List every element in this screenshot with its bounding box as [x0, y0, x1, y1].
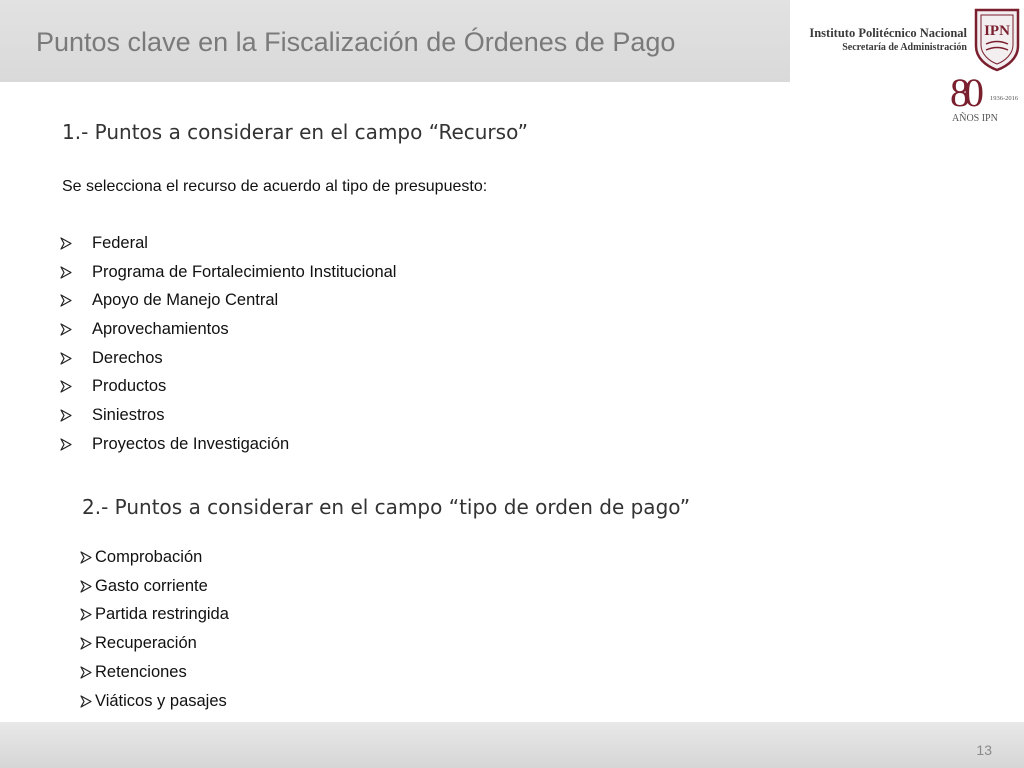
- list-item-label: Proyectos de Investigación: [92, 434, 290, 453]
- ipn-logo-text: IPN: [984, 23, 1010, 39]
- list-item-label: Partida restringida: [95, 605, 229, 624]
- list-item: [60, 286, 396, 315]
- list-item: [60, 344, 396, 373]
- arrow-bullet-icon: [60, 294, 92, 307]
- arrow-bullet-icon: [60, 438, 92, 451]
- list-item-label: Derechos: [92, 348, 163, 367]
- arrow-bullet-icon: [60, 266, 92, 279]
- arrow-bullet-icon: [60, 352, 92, 365]
- list-item: [80, 658, 229, 687]
- anniversary-caption: AÑOS IPN: [952, 113, 998, 124]
- slide-title: Puntos clave en la Fiscalización de Órdenes de Pago: [36, 27, 676, 57]
- list-item: [80, 629, 229, 658]
- payment-order-type-list: [80, 543, 229, 716]
- list-item-label: Gasto corriente: [95, 576, 208, 595]
- list-item-label: Viáticos y pasajes: [95, 691, 227, 710]
- institution-block: [805, 26, 967, 54]
- list-item-label: Federal: [92, 233, 148, 252]
- list-item: [80, 687, 229, 716]
- resource-list: [60, 229, 396, 459]
- list-item-label: Retenciones: [95, 663, 187, 682]
- list-item: [60, 430, 396, 459]
- list-item: [80, 572, 229, 601]
- list-item: [60, 401, 396, 430]
- section2-heading: 2.- Puntos a considerar en el campo “tipo de orden de pago”: [82, 495, 691, 519]
- list-item-label: Productos: [92, 377, 167, 396]
- list-item-label: Aprovechamientos: [92, 319, 229, 338]
- list-item-label: Siniestros: [92, 405, 165, 424]
- anniversary-number: 80: [950, 70, 978, 115]
- arrow-bullet-icon: [80, 666, 95, 679]
- arrow-bullet-icon: [60, 409, 92, 422]
- list-item: [80, 543, 229, 572]
- page-number: 13: [976, 742, 992, 758]
- ipn-logo: [972, 6, 1022, 72]
- list-item-label: Programa de Fortalecimiento Institucional: [92, 262, 397, 281]
- list-item: [60, 229, 396, 258]
- list-item: [60, 372, 396, 401]
- arrow-bullet-icon: [80, 608, 95, 621]
- list-item-label: Comprobación: [95, 547, 203, 566]
- list-item: [60, 315, 396, 344]
- secretariat-name: Secretaría de Administración: [842, 42, 967, 53]
- arrow-bullet-icon: [80, 695, 95, 708]
- list-item-label: Apoyo de Manejo Central: [92, 291, 279, 310]
- section1-intro: Se selecciona el recurso de acuerdo al tipo de presupuesto:: [62, 178, 488, 195]
- arrow-bullet-icon: [60, 237, 92, 250]
- arrow-bullet-icon: [60, 380, 92, 393]
- footer-bar: [0, 722, 1024, 768]
- anniversary-logo: [948, 70, 1019, 126]
- arrow-bullet-icon: [80, 637, 95, 650]
- section1-heading: 1.- Puntos a considerar en el campo “Recurso”: [62, 120, 528, 144]
- list-item: [60, 258, 396, 287]
- arrow-bullet-icon: [80, 580, 95, 593]
- header-bar: [0, 0, 790, 82]
- arrow-bullet-icon: [80, 551, 95, 564]
- institution-name: Instituto Politécnico Nacional: [809, 26, 967, 40]
- arrow-bullet-icon: [60, 323, 92, 336]
- anniversary-years: 1936-2016: [990, 95, 1019, 102]
- list-item: [80, 601, 229, 630]
- list-item-label: Recuperación: [95, 634, 197, 653]
